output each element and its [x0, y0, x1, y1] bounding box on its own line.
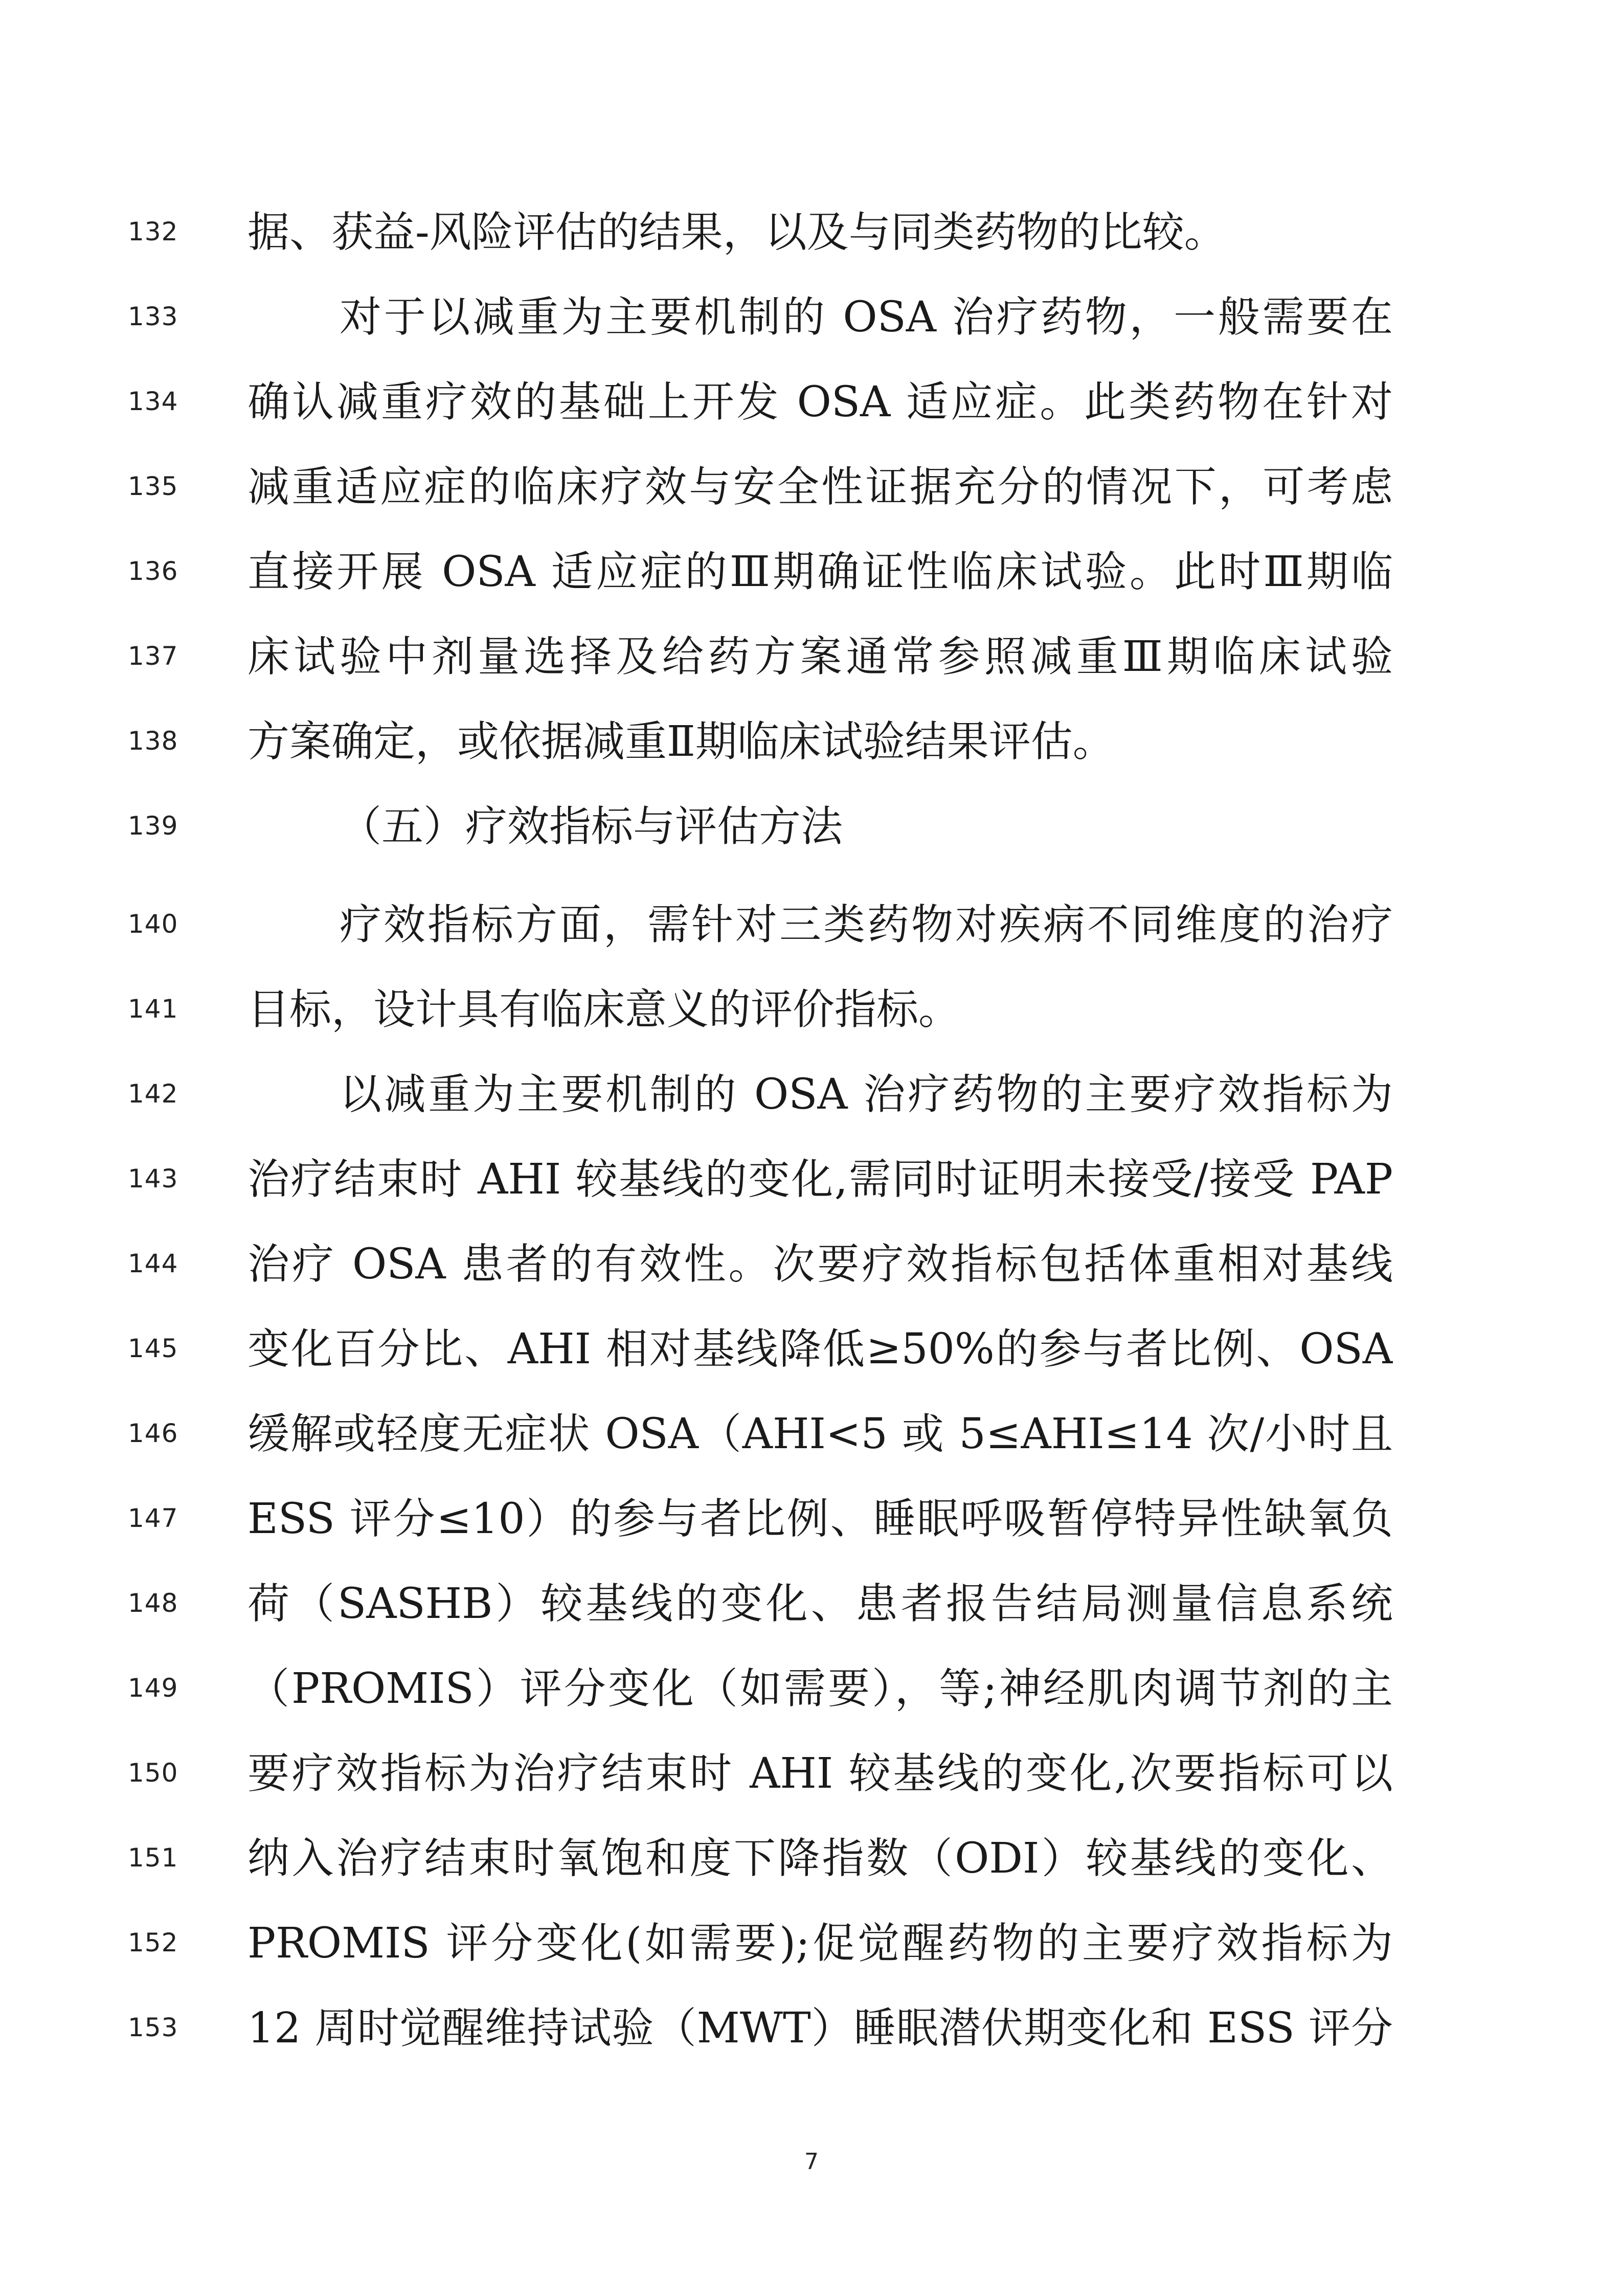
text-line	[0, 284, 1623, 351]
line-number: 141	[128, 994, 178, 1024]
text-line	[0, 1231, 1623, 1298]
line-text: 对于以减重为主要机制的 OSA 治疗药物，一般需要在	[340, 293, 1393, 342]
text-line	[0, 369, 1623, 436]
text-line	[0, 1571, 1623, 1637]
line-text: 确认减重疗效的基础上开发 OSA 适应症。此类药物在针对	[247, 378, 1393, 426]
line-number: 150	[128, 1758, 178, 1788]
text-line	[0, 1741, 1623, 1807]
line-text: 目标，设计具有临床意义的评价指标。	[247, 985, 961, 1034]
line-number: 132	[128, 217, 178, 246]
line-number: 136	[128, 556, 178, 586]
text-line	[0, 454, 1623, 521]
text-line	[0, 624, 1623, 690]
section-heading: （五）疗效指标与评估方法	[340, 802, 843, 851]
line-number: 149	[128, 1673, 178, 1703]
section-heading-line	[0, 794, 1623, 860]
line-text: （PROMIS）评分变化（如需要），等;神经肌肉调节剂的主	[247, 1664, 1393, 1713]
text-line	[0, 1910, 1623, 1977]
line-text: ESS 评分≤10）的参与者比例、睡眠呼吸暂停特异性缺氧负	[247, 1495, 1393, 1543]
line-text: 减重适应症的临床疗效与安全性证据充分的情况下，可考虑	[247, 463, 1393, 511]
line-number: 152	[128, 1928, 178, 1957]
text-line	[0, 1062, 1623, 1128]
line-number: 144	[128, 1249, 178, 1278]
line-number: 151	[128, 1843, 178, 1873]
line-number: 139	[128, 811, 178, 841]
line-number: 137	[128, 641, 178, 671]
line-number: 145	[128, 1334, 178, 1363]
text-line	[0, 1146, 1623, 1213]
line-number: 133	[128, 302, 178, 331]
text-line	[0, 1656, 1623, 1722]
line-number: 148	[128, 1588, 178, 1618]
line-text: 要疗效指标为治疗结束时 AHI 较基线的变化,次要指标可以	[247, 1749, 1393, 1798]
line-text: 疗效指标方面，需针对三类药物对疾病不同维度的治疗	[340, 901, 1393, 949]
line-text: 治疗结束时 AHI 较基线的变化,需同时证明未接受/接受 PAP	[247, 1155, 1393, 1204]
line-text: 方案确定，或依据减重Ⅱ期临床试验结果评估。	[247, 717, 1115, 766]
line-text: 缓解或轻度无症状 OSA（AHI<5 或 5≤AHI≤14 次/小时且	[247, 1410, 1393, 1458]
line-number: 138	[128, 726, 178, 756]
line-text: 变化百分比、AHI 相对基线降低≥50%的参与者比例、OSA	[247, 1325, 1393, 1374]
line-number: 146	[128, 1419, 178, 1448]
text-line	[0, 1995, 1623, 2062]
line-number: 135	[128, 471, 178, 501]
text-line	[0, 199, 1623, 266]
text-line	[0, 709, 1623, 775]
line-number: 153	[128, 2013, 178, 2042]
line-number: 142	[128, 1079, 178, 1109]
text-line	[0, 1401, 1623, 1468]
text-line	[0, 892, 1623, 958]
text-line	[0, 1826, 1623, 1892]
line-text: 治疗 OSA 患者的有效性。次要疗效指标包括体重相对基线	[247, 1240, 1393, 1289]
line-text: 12 周时觉醒维持试验（MWT）睡眠潜伏期变化和 ESS 评分	[247, 2004, 1393, 2053]
line-text: 床试验中剂量选择及给药方案通常参照减重Ⅲ期临床试验	[247, 633, 1393, 681]
text-line	[0, 1486, 1623, 1552]
line-number: 134	[128, 387, 178, 416]
line-text: 以减重为主要机制的 OSA 治疗药物的主要疗效指标为	[340, 1070, 1393, 1119]
line-number: 140	[128, 909, 178, 939]
line-text: 荷（SASHB）较基线的变化、患者报告结局测量信息系统	[247, 1580, 1393, 1628]
line-text: 纳入治疗结束时氧饱和度下降指数（ODI）较基线的变化、	[247, 1834, 1393, 1883]
line-number: 147	[128, 1503, 178, 1533]
text-line	[0, 1316, 1623, 1383]
line-text: 据、获益-风险评估的结果，以及与同类药物的比较。	[247, 208, 1226, 257]
text-line	[0, 977, 1623, 1043]
line-text: 直接开展 OSA 适应症的Ⅲ期确证性临床试验。此时Ⅲ期临	[247, 548, 1393, 596]
line-text: PROMIS 评分变化(如需要);促觉醒药物的主要疗效指标为	[247, 1919, 1393, 1968]
text-line	[0, 539, 1623, 605]
line-number: 143	[128, 1164, 178, 1194]
page-number: 7	[804, 2149, 819, 2175]
